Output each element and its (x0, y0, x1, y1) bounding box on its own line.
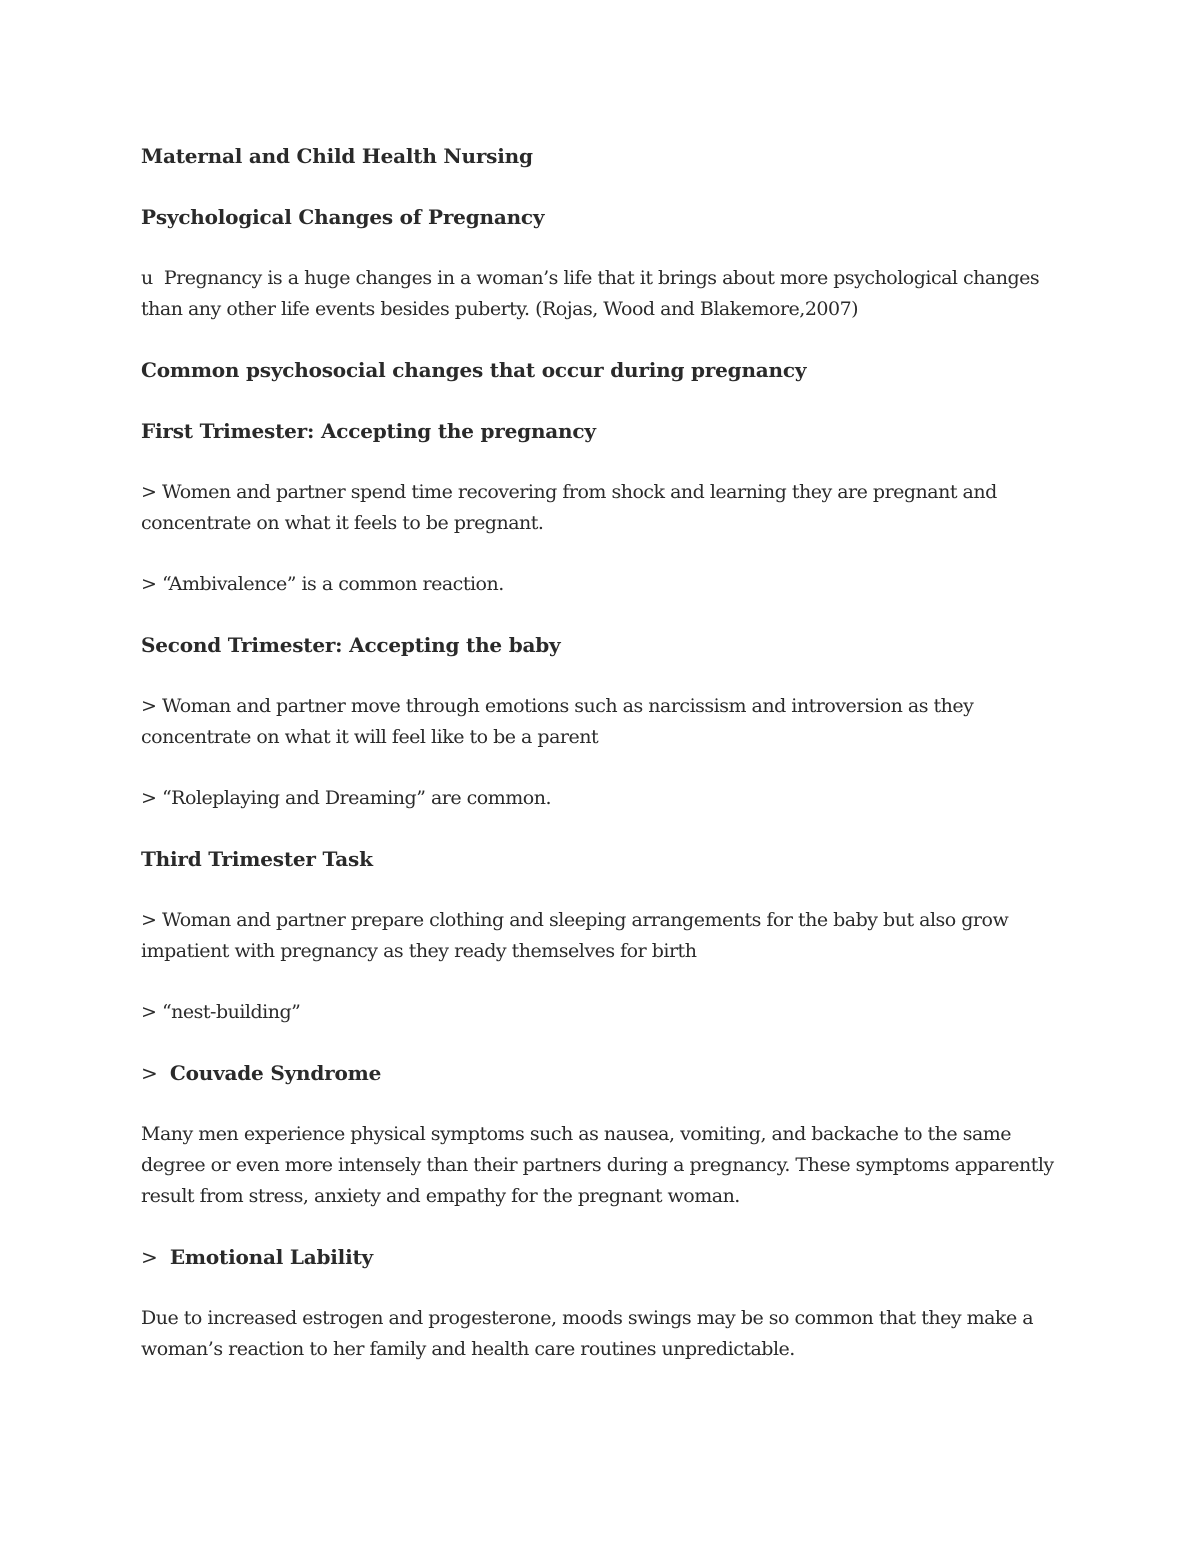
couvade-heading (141, 1058, 1056, 1089)
document-body (141, 141, 1056, 1395)
intro-marker: u (141, 267, 153, 289)
lability-marker: > (141, 1245, 158, 1269)
lability-label: Emotional Lability (169, 1245, 373, 1269)
lability-paragraph: Due to increased estrogen and progesterone, moods swings may be so common that they make a woman’s reaction to her family and health care routines unpredictable. (141, 1307, 1034, 1360)
section-heading: Common psychosocial changes that occur during pregnancy (141, 358, 807, 382)
intro-paragraph (141, 263, 1056, 325)
couvade-label: Couvade Syndrome (169, 1061, 382, 1085)
second-trimester-point: > “Roleplaying and Dreaming” are common. (141, 787, 551, 809)
couvade-paragraph: Many men experience physical symptoms such as nausea, vomiting, and backache to the same degree or even more intensely than their partners during a pregnancy. These symptoms apparently result from stress, anxiety and empathy for the pregnant woman. (141, 1123, 1054, 1207)
intro-text: Pregnancy is a huge changes in a woman’s life that it brings about more psychological changes than any other life events besides puberty. (Rojas, Wood and Blakemore,2007) (141, 267, 1040, 320)
document-subtitle: Psychological Changes of Pregnancy (141, 205, 545, 229)
first-trimester-point: > “Ambivalence” is a common reaction. (141, 573, 504, 595)
second-trimester-heading: Second Trimester: Accepting the baby (141, 633, 561, 657)
third-trimester-point: > “nest-building” (141, 1001, 301, 1023)
first-trimester-point: > Women and partner spend time recovering from shock and learning they are pregnant and concentrate on what it feels to be pregnant. (141, 481, 997, 534)
first-trimester-heading: First Trimester: Accepting the pregnancy (141, 419, 596, 443)
third-trimester-point: > Woman and partner prepare clothing and sleeping arrangements for the baby but also grow impatient with pregnancy as they ready themselves for birth (141, 909, 1009, 962)
document-title: Maternal and Child Health Nursing (141, 144, 533, 168)
lability-heading (141, 1242, 1056, 1273)
third-trimester-heading: Third Trimester Task (141, 847, 373, 871)
second-trimester-point: > Woman and partner move through emotions such as narcissism and introversion as they concentrate on what it will feel like to be a parent (141, 695, 974, 748)
couvade-marker: > (141, 1061, 158, 1085)
